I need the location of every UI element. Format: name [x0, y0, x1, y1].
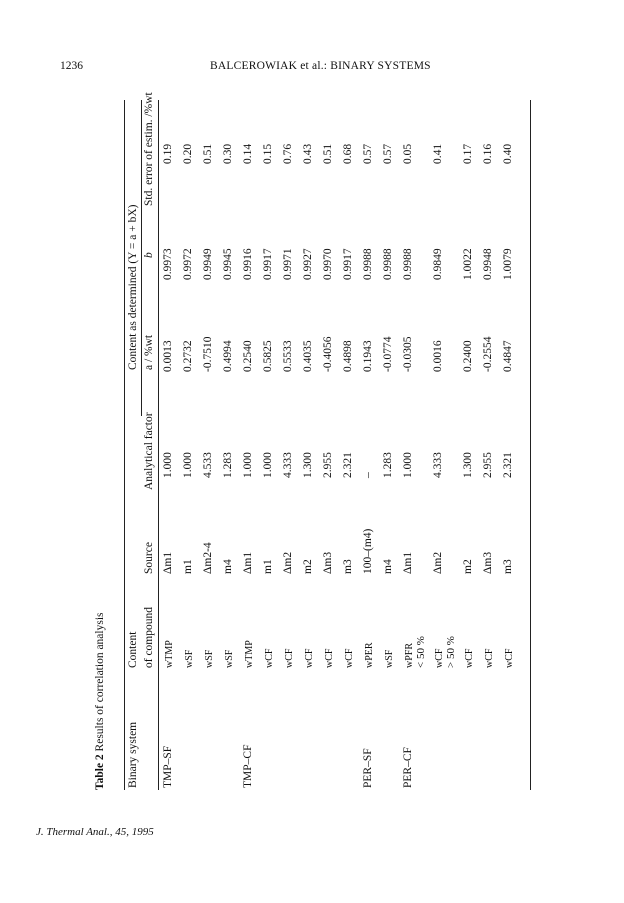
results-table	[94, 92, 534, 790]
cell-err: 0.16	[482, 143, 494, 164]
cell-err: 0.14	[242, 143, 254, 164]
cell-factor: 2.955	[482, 452, 494, 478]
cell-err: 0.51	[202, 143, 214, 164]
cell-a: 0.4847	[502, 340, 514, 372]
cell-err: 0.40	[502, 143, 514, 164]
header-content: Content	[127, 631, 139, 668]
cell-a: 0.2540	[242, 340, 254, 372]
cell-b: 0.9916	[242, 248, 254, 280]
cell-compound: wPER	[364, 642, 375, 668]
cell-compound: wSF	[384, 649, 395, 668]
cell-compound: wCF	[434, 648, 445, 668]
cell-source: Δm1	[242, 551, 254, 574]
cell-factor: –	[362, 472, 374, 478]
cell-factor: 1.300	[302, 452, 314, 478]
cell-compound: wCF	[484, 648, 495, 668]
header-rule	[158, 100, 159, 790]
cell-b: 0.9948	[482, 248, 494, 280]
cell-factor: 1.000	[182, 452, 194, 478]
table-row	[182, 100, 202, 790]
table-row	[482, 100, 502, 790]
table-row	[382, 100, 402, 790]
cell-source: m2	[462, 559, 474, 574]
table-row	[202, 100, 222, 790]
cell-source: Δm2	[282, 551, 294, 574]
cell-source: Δm2	[432, 551, 444, 574]
table-row	[242, 100, 262, 790]
bottom-rule	[530, 100, 531, 790]
cell-b: 0.9927	[302, 248, 314, 280]
cell-b: 0.9972	[182, 248, 194, 280]
cell-err: 0.43	[302, 143, 314, 164]
cell-a: 0.2400	[462, 340, 474, 372]
table-caption-label: Table 2	[94, 754, 106, 790]
cell-a: -0.0305	[402, 336, 414, 372]
table-row	[462, 100, 482, 790]
cell-factor: 1.300	[462, 452, 474, 478]
cell-err: 0.19	[162, 143, 174, 164]
table-row	[402, 100, 427, 790]
cell-a: 0.0013	[162, 340, 174, 372]
cell-b: 0.9849	[432, 248, 444, 280]
table-row	[282, 100, 302, 790]
cell-source: m4	[382, 559, 394, 574]
cell-source: Δm3	[322, 551, 334, 574]
cell-source: m2	[302, 559, 314, 574]
table-row	[432, 100, 457, 790]
cell-source: m1	[262, 559, 274, 574]
cell-err: 0.30	[222, 143, 234, 164]
cell-compound-range: < 50 %	[415, 636, 427, 668]
cell-source: m1	[182, 559, 194, 574]
cell-err: 0.51	[322, 143, 334, 164]
footer-citation: J. Thermal Anal., 45, 1995	[36, 826, 154, 838]
cell-compound: wCF	[304, 648, 315, 668]
header-determined-group: Content as determined (Y = a + bX)	[127, 204, 139, 370]
cell-compound: wPFR	[404, 642, 415, 668]
cell-b: 0.9949	[202, 248, 214, 280]
cell-err: 0.57	[382, 143, 394, 164]
cell-factor: 2.321	[342, 452, 354, 478]
cell-source: Δm1	[402, 551, 414, 574]
cell-source: Δm1	[162, 551, 174, 574]
cell-factor: 1.000	[402, 452, 414, 478]
cell-err: 0.57	[362, 143, 374, 164]
table-row	[262, 100, 282, 790]
cell-compound: wSF	[184, 649, 195, 668]
cell-factor: 2.955	[322, 452, 334, 478]
cell-source: m4	[222, 559, 234, 574]
cell-b: 0.9945	[222, 248, 234, 280]
cell-b: 0.9988	[402, 248, 414, 280]
cell-compound: wCF	[264, 648, 275, 668]
cell-compound: wCF	[504, 648, 515, 668]
cell-b: 0.9971	[282, 248, 294, 280]
header-analytical-factor: Analytical factor	[143, 412, 155, 490]
cell-compound: wSF	[224, 649, 235, 668]
cell-factor: 1.000	[262, 452, 274, 478]
table-caption-text: Results of correlation analysis	[94, 612, 106, 755]
cell-system: PER–SF	[362, 748, 374, 788]
cell-factor: 4.333	[432, 452, 444, 478]
cell-a: -0.0774	[382, 336, 394, 372]
cell-compound: wCF	[284, 648, 295, 668]
table-row	[362, 100, 382, 790]
cell-a: 0.1943	[362, 340, 374, 372]
cell-b: 0.9988	[382, 248, 394, 280]
cell-b: 0.9973	[162, 248, 174, 280]
cell-b: 1.0079	[502, 248, 514, 280]
cell-factor: 1.000	[242, 452, 254, 478]
cell-factor: 4.333	[282, 452, 294, 478]
cell-err: 0.15	[262, 143, 274, 164]
table-row	[342, 100, 362, 790]
header-b: b	[143, 252, 155, 258]
table-row	[502, 100, 522, 790]
cell-b: 0.9988	[362, 248, 374, 280]
cell-factor: 2.321	[502, 452, 514, 478]
cell-compound: wTMP	[164, 640, 175, 668]
table-caption	[94, 613, 106, 791]
cell-compound-range: > 50 %	[445, 636, 457, 668]
cell-b: 0.9917	[342, 248, 354, 280]
table-row	[302, 100, 322, 790]
cell-source: Δm2-4	[202, 542, 214, 574]
header-a: a / %wt	[143, 334, 155, 370]
cell-err: 0.20	[182, 143, 194, 164]
page-number: 1236	[60, 60, 83, 72]
cell-source: Δm3	[482, 551, 494, 574]
cell-system: PER–CF	[402, 747, 414, 788]
cell-a: 0.5825	[262, 340, 274, 372]
cell-compound: wTMP	[244, 640, 255, 668]
header-source: Source	[143, 542, 155, 574]
cell-b: 0.9917	[262, 248, 274, 280]
cell-a: 0.4035	[302, 340, 314, 372]
table-row	[162, 100, 182, 790]
header-of-compound: of compound	[143, 606, 155, 668]
table-row	[222, 100, 242, 790]
cell-a: 0.4898	[342, 340, 354, 372]
cell-compound: wSF	[204, 649, 215, 668]
cell-factor: 1.000	[162, 452, 174, 478]
cell-factor: 4.533	[202, 452, 214, 478]
running-head: BALCEROWIAK et al.: BINARY SYSTEMS	[210, 60, 431, 72]
top-rule	[124, 100, 125, 790]
cell-a: 0.4994	[222, 340, 234, 372]
cell-err: 0.76	[282, 143, 294, 164]
cell-err: 0.68	[342, 143, 354, 164]
cell-err: 0.05	[402, 143, 414, 164]
cell-system: TMP–CF	[242, 744, 254, 788]
cell-err: 0.17	[462, 143, 474, 164]
cell-err: 0.41	[432, 143, 444, 164]
header-binary-system: Binary system	[127, 721, 139, 788]
cell-a: -0.4056	[322, 336, 334, 372]
cell-factor: 1.283	[382, 452, 394, 478]
cell-a: -0.7510	[202, 336, 214, 372]
cell-a: 0.0016	[432, 340, 444, 372]
cell-factor: 1.283	[222, 452, 234, 478]
cell-a: 0.2732	[182, 340, 194, 372]
header-std-error: Std. error of estim. /%wt	[143, 92, 155, 206]
cell-source: m3	[342, 559, 354, 574]
cell-compound: wCF	[344, 648, 355, 668]
cell-a: 0.5533	[282, 340, 294, 372]
cell-system: TMP–SF	[162, 745, 174, 788]
cell-b: 0.9970	[322, 248, 334, 280]
cell-compound: wCF	[464, 648, 475, 668]
cell-a: -0.2554	[482, 336, 494, 372]
cell-source: m3	[502, 559, 514, 574]
cell-source: 100–(m4)	[362, 528, 374, 574]
cell-compound: wCF	[324, 648, 335, 668]
cell-b: 1.0022	[462, 248, 474, 280]
group-rule	[141, 100, 142, 416]
table-row	[322, 100, 342, 790]
